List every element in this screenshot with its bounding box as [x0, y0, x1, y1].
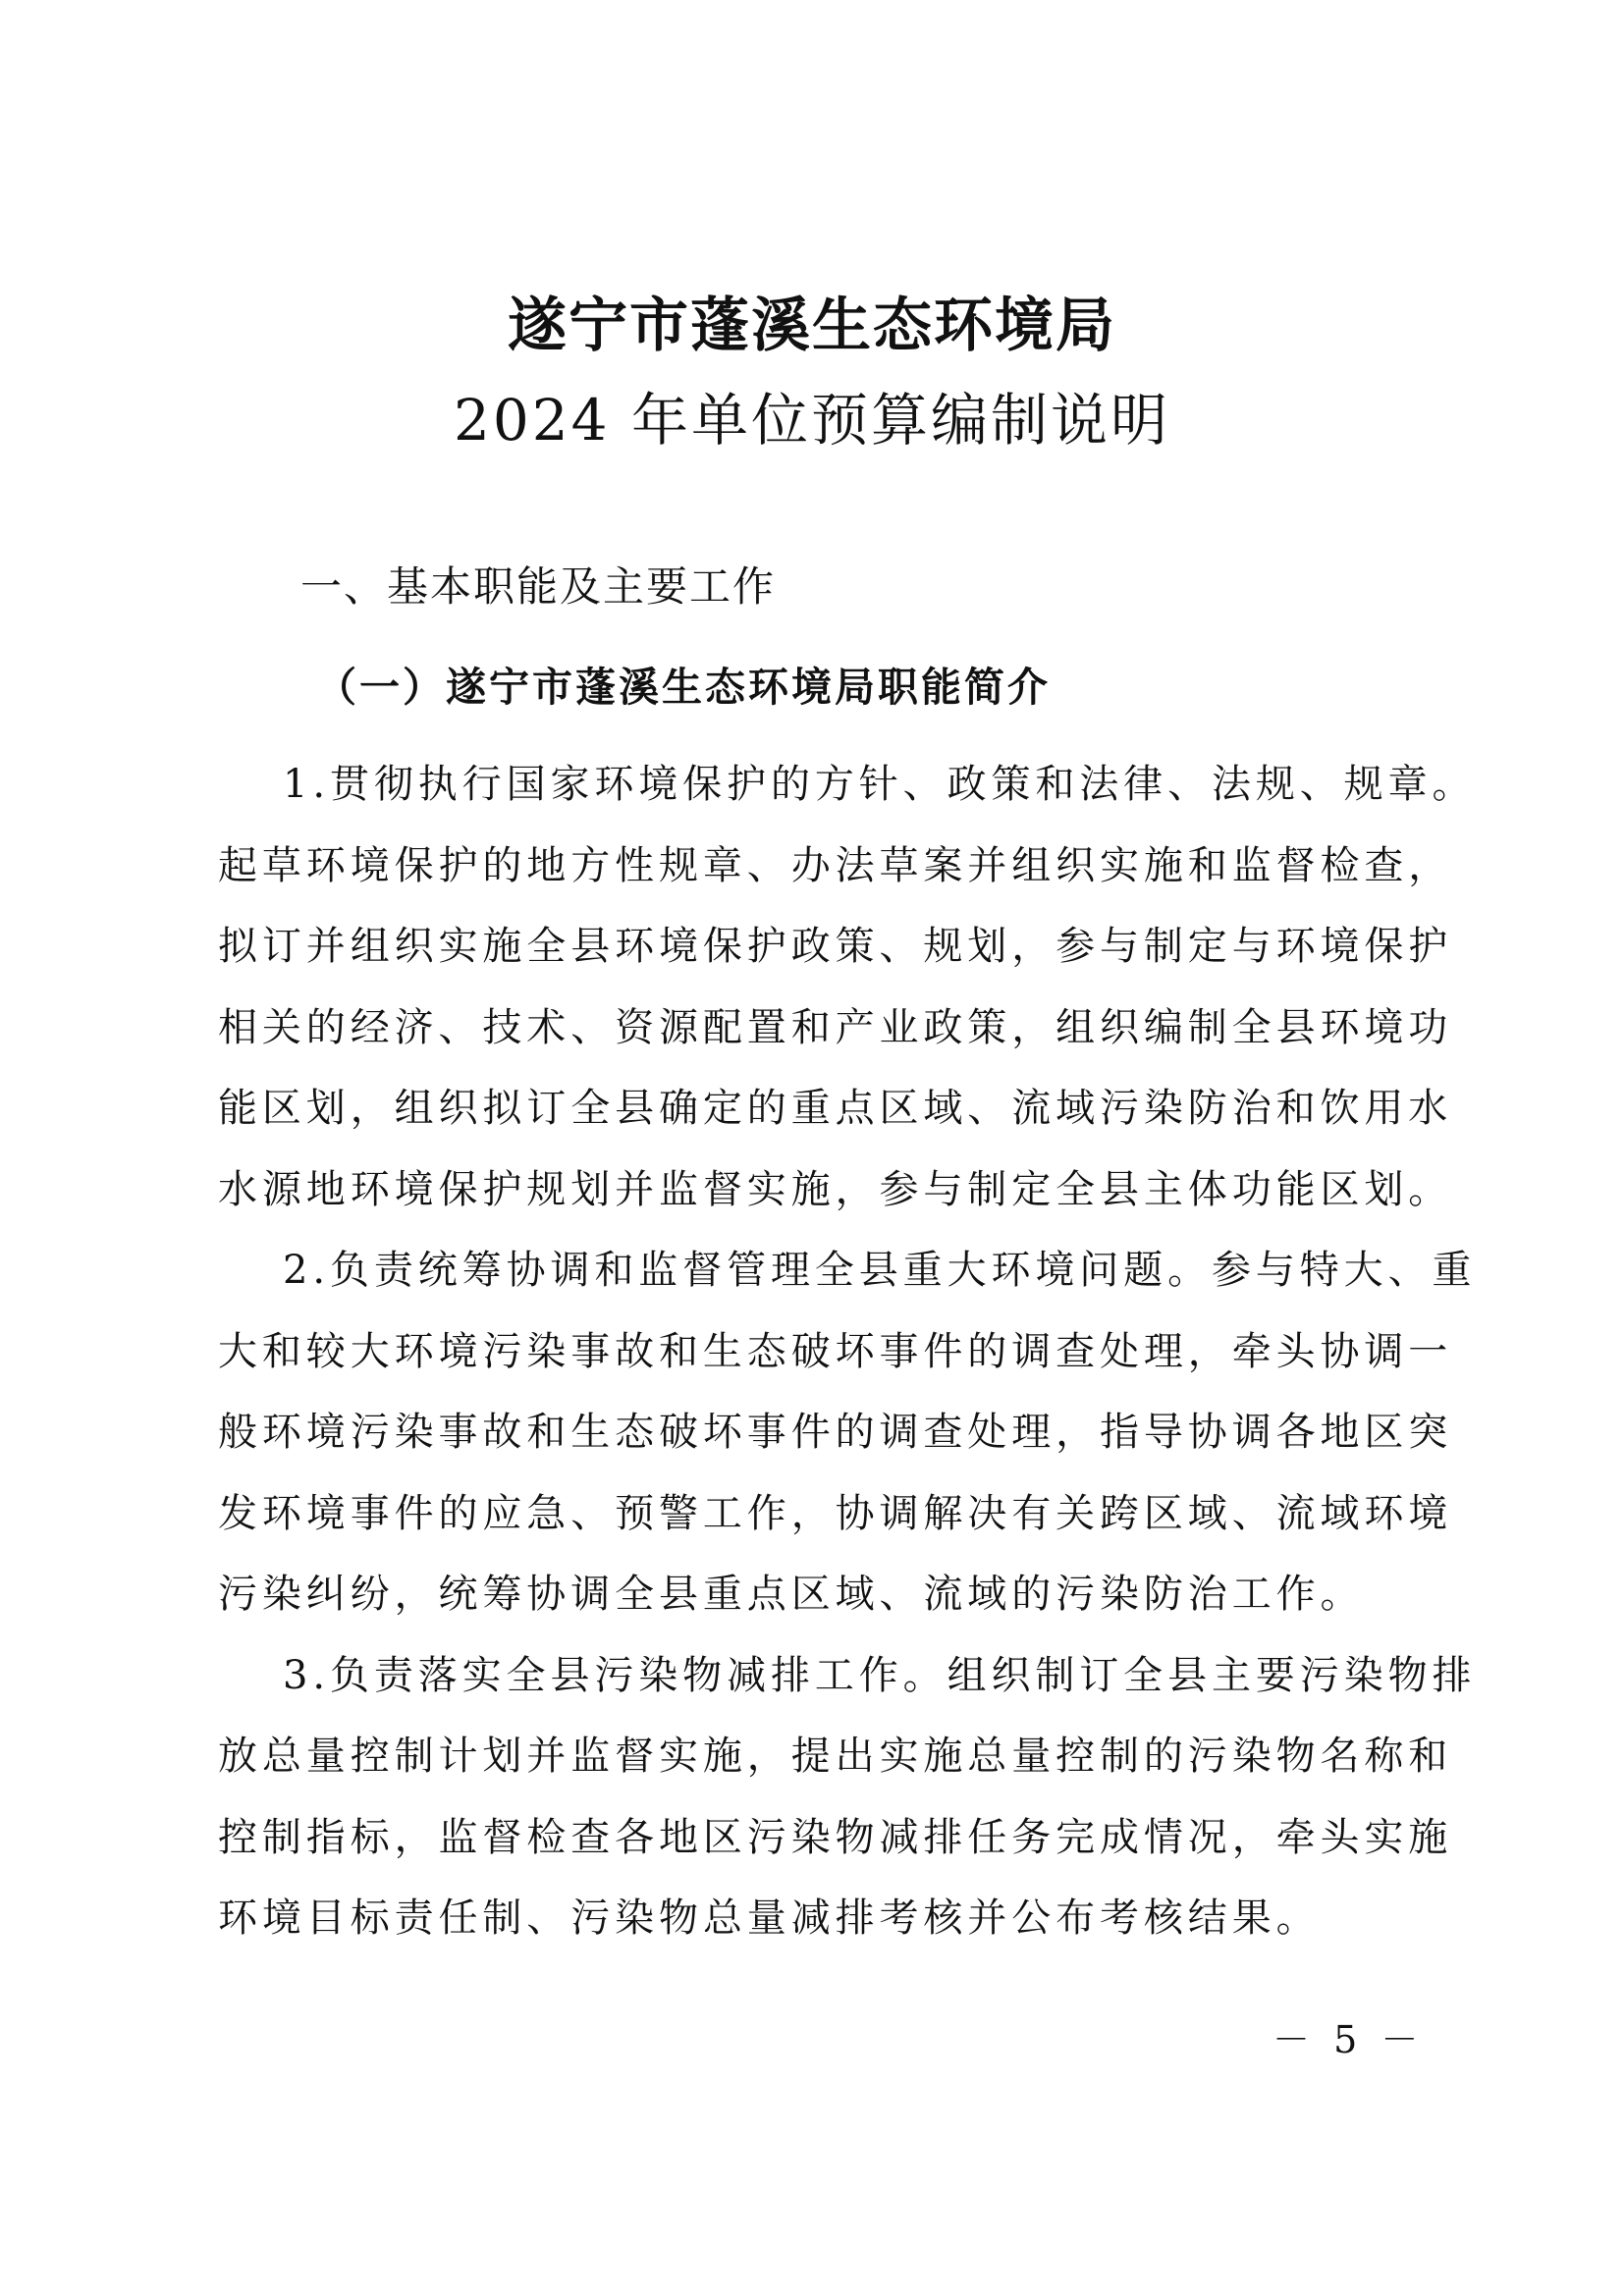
paragraph-line: 大和较大环境污染事故和生态破坏事件的调查处理，牵头协调一: [218, 1328, 1453, 1374]
paragraph-line: 起草环境保护的地方性规章、办法草案并组织实施和监督检查，: [218, 842, 1453, 888]
paragraph-line: 水源地环境保护规划并监督实施，参与制定全县主体功能区划。: [218, 1166, 1453, 1212]
section-heading: 一、基本职能及主要工作: [300, 562, 777, 611]
paragraph-line: 拟订并组织实施全县环境保护政策、规划，参与制定与环境保护: [218, 924, 1453, 969]
paragraph-line: 放总量控制计划并监督实施，提出实施总量控制的污染物名称和: [218, 1734, 1453, 1779]
paragraph-line: 2.负责统筹协调和监督管理全县重大环境问题。参与特大、重: [283, 1248, 1477, 1293]
paragraph-line: 能区划，组织拟订全县确定的重点区域、流域污染防治和饮用水: [218, 1086, 1453, 1131]
paragraph-3: [218, 1635, 1477, 1959]
document-body: [218, 744, 1477, 1959]
page-number: － 5 －: [1272, 2018, 1425, 2061]
subsection-heading: （一）遂宁市蓬溪生态环境局职能简介: [316, 664, 1051, 711]
document-subtitle: 2024 年单位预算编制说明: [453, 387, 1171, 454]
paragraph-1: [218, 744, 1477, 1230]
paragraph-line: 1.贯彻执行国家环境保护的方针、政策和法律、法规、规章。: [283, 762, 1477, 807]
document-title: 遂宁市蓬溪生态环境局: [508, 292, 1116, 360]
paragraph-line: 污染纠纷，统筹协调全县重点区域、流域的污染防治工作。: [218, 1572, 1365, 1617]
paragraph-2: [218, 1230, 1477, 1635]
paragraph-line: 相关的经济、技术、资源配置和产业政策，组织编制全县环境功: [218, 1004, 1453, 1050]
paragraph-line: 环境目标责任制、污染物总量减排考核并公布考核结果。: [218, 1896, 1321, 1941]
paragraph-line: 控制指标，监督检查各地区污染物减排任务完成情况，牵头实施: [218, 1814, 1453, 1860]
paragraph-line: 般环境污染事故和生态破坏事件的调查处理，指导协调各地区突: [218, 1410, 1453, 1455]
paragraph-line: 发环境事件的应急、预警工作，协调解决有关跨区域、流域环境: [218, 1490, 1453, 1536]
paragraph-line: 3.负责落实全县污染物减排工作。组织制订全县主要污染物排: [283, 1652, 1477, 1698]
